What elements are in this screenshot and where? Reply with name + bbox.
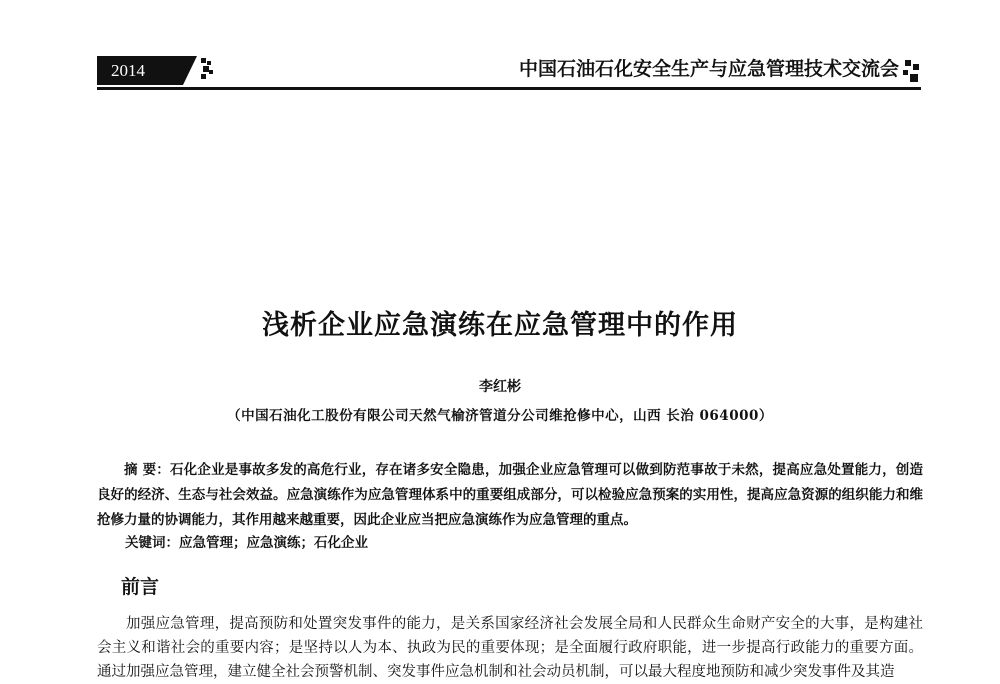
header-decoration-icon [201, 58, 215, 82]
conference-title: 中国石油石化安全生产与应急管理技术交流会 [518, 58, 899, 80]
author-name: 李红彬 [479, 379, 521, 395]
author-affiliation: （中国石油化工股份有限公司天然气榆济管道分公司维抢修中心，山西 长治 064000） [227, 408, 773, 424]
header-year: 2014 [97, 56, 183, 85]
body-paragraph: 加强应急管理，提高预防和处置突发事件的能力，是关系国家经济社会发展全局和人民群众生命财产安全的大事，是构建社会主义和谐社会的重要内容；是坚持以人为本、执政为民的重要体现；是全面履行政府职能，进一步提高行政能力的重要方面。通过加强应急管理，建立健全社会预警机制、突发事件应急机制和社会动员机制，可以最大程度地预防和减少突发事件及其造 [97, 616, 923, 680]
section-heading-preface: 前言 [121, 576, 160, 598]
header-year-notch [183, 56, 197, 85]
abstract: 摘 要：石化企业是事故多发的高危行业，存在诸多安全隐患，加强企业应急管理可以做到防范事故于未然，提高应急处置能力，创造良好的经济、生态与社会效益。应急演练作为应急管理体系中的重要组成部分，可以检验应急预案的实用性，提高应急资源的组织能力和维抢修力量的协调能力，其作用越来越重要，因此企业应当把应急演练作为应急管理的重点。 [97, 462, 923, 528]
page-header [97, 54, 921, 90]
header-end-decoration-icon [903, 60, 921, 82]
keywords: 关键词：应急管理；应急演练；石化企业 [125, 535, 368, 551]
article-title: 浅析企业应急演练在应急管理中的作用 [262, 310, 738, 341]
